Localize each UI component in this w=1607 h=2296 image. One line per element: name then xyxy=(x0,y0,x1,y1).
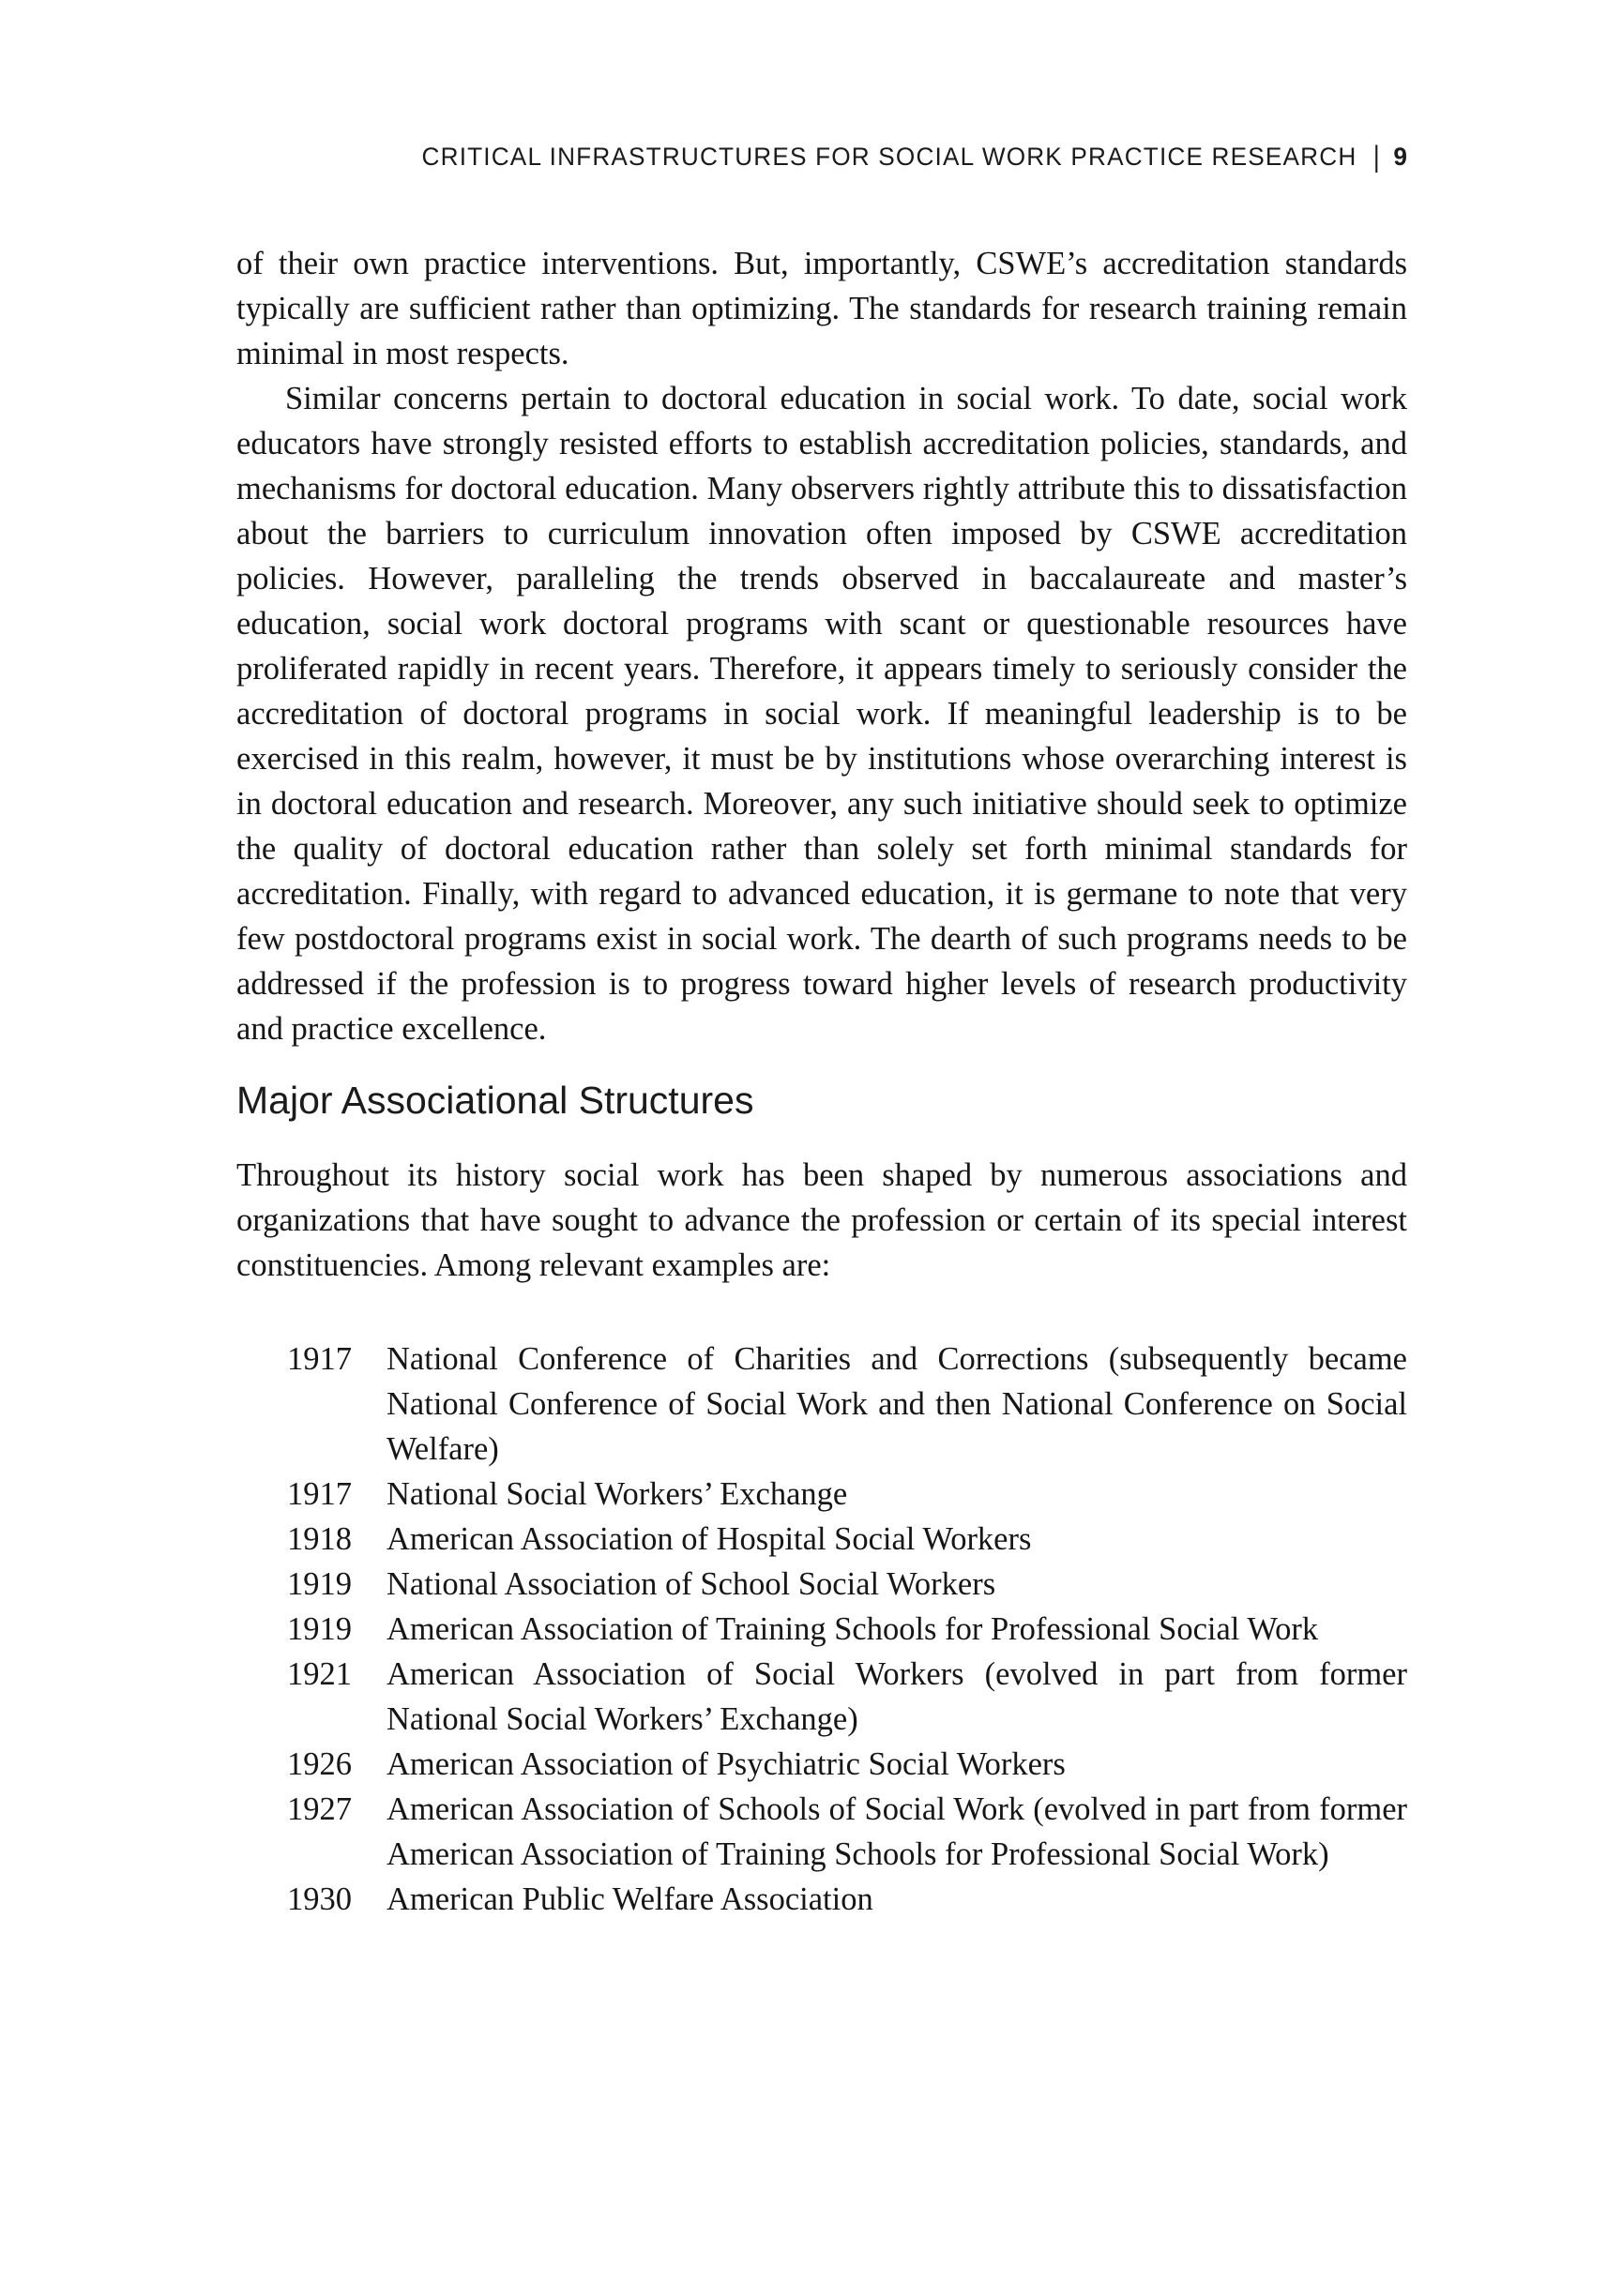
text-block xyxy=(236,0,1407,1922)
timeline-text: American Association of Hospital Social Workers xyxy=(387,1521,1032,1557)
timeline-item xyxy=(236,1877,1407,1922)
timeline-year: 1917 xyxy=(287,1476,352,1512)
header-separator: | xyxy=(1372,140,1381,174)
timeline-text: American Association of Schools of Social Work (evolved in part from former American Association of Training Schools for Professional Social Work) xyxy=(387,1791,1407,1872)
section-intro-paragraph: Throughout its history social work has been shaped by numerous associations and organizations that have sought to advance the profession or certain of its special interest constituencies. Among relevant examples are: xyxy=(236,1157,1407,1283)
timeline-year: 1927 xyxy=(287,1791,352,1827)
page-number: 9 xyxy=(1393,143,1407,171)
paragraph-doctoral-education: Similar concerns pertain to doctoral education in social work. To date, social work educators have strongly resisted efforts to establish accreditation policies, standards, and mechanisms for doctoral education. Many observers rightly attribute this to dissatisfaction about the barriers to curriculum innovation often imposed by CSWE accreditation policies. However, paralleling the trends observed in baccalaureate and master’s education, social work doctoral programs with scant or questionable resources have proliferated rapidly in recent years. Therefore, it appears timely to seriously consider the accreditation of doctoral programs in social work. If meaningful leadership is to be exercised in this realm, however, it must be by institutions whose overarching interest is in doctoral education and research. Moreover, any such initiative should seek to optimize the quality of doctoral education rather than solely set forth minimal standards for accreditation. Finally, with regard to advanced education, it is germane to note that very few postdoctoral programs exist in social work. The dearth of such programs needs to be addressed if the profession is to progress toward higher levels of research productivity and practice excellence. xyxy=(236,381,1407,1047)
timeline-year: 1919 xyxy=(287,1611,352,1647)
timeline-year: 1930 xyxy=(287,1881,352,1917)
timeline-text: American Association of Training Schools for Professional Social Work xyxy=(387,1611,1319,1647)
timeline-item xyxy=(236,1472,1407,1517)
timeline-text: American Association of Psychiatric Social Workers xyxy=(387,1746,1066,1782)
timeline-year: 1918 xyxy=(287,1521,352,1557)
timeline-year: 1921 xyxy=(287,1656,352,1692)
timeline-item xyxy=(236,1652,1407,1742)
timeline-item xyxy=(236,1787,1407,1877)
running-header-title: CRITICAL INFRASTRUCTURES FOR SOCIAL WORK PRACTICE RESEARCH xyxy=(421,143,1357,171)
running-header xyxy=(271,140,1407,174)
timeline-item xyxy=(236,1607,1407,1652)
timeline-list xyxy=(236,1337,1407,1922)
paragraph-accreditation-standards: of their own practice interventions. But, importantly, CSWE’s accreditation standards typically are sufficient rather than optimizing. The standards for research training remain minimal in most respects. xyxy=(236,246,1407,371)
timeline-text: National Social Workers’ Exchange xyxy=(387,1476,848,1512)
timeline-text: National Association of School Social Workers xyxy=(387,1566,996,1602)
timeline-text: National Conference of Charities and Corrections (subsequently became National Conference of Social Work and then National Conference on Social Welfare) xyxy=(387,1341,1407,1467)
timeline-year: 1926 xyxy=(287,1746,352,1782)
timeline-year: 1919 xyxy=(287,1566,352,1602)
timeline-text: American Public Welfare Association xyxy=(387,1881,873,1917)
timeline-item xyxy=(236,1337,1407,1472)
timeline-item xyxy=(236,1562,1407,1607)
timeline-year: 1917 xyxy=(287,1341,352,1377)
section-heading: Major Associational Structures xyxy=(236,1079,754,1122)
timeline-item xyxy=(236,1742,1407,1787)
timeline-text: American Association of Social Workers (evolved in part from former National Social Workers’ Exchange) xyxy=(387,1656,1407,1737)
timeline-item xyxy=(236,1517,1407,1562)
